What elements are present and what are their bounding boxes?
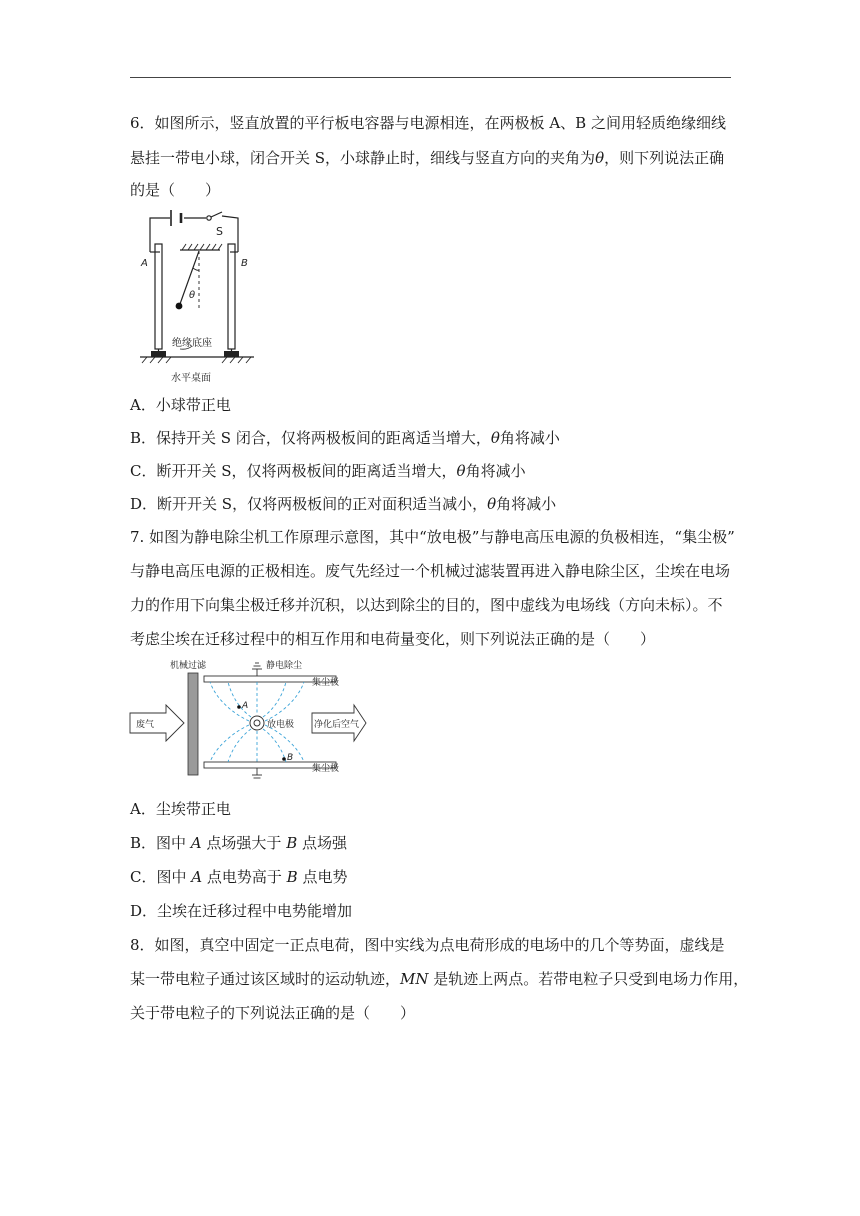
option-c-text-end: 角将减小 bbox=[465, 462, 526, 480]
q8-stem-line-1: 8．如图，真空中固定一正点电荷，图中实线为点电荷形成的电场中的几个等势面，虚线是 bbox=[130, 936, 725, 954]
option-text: C．图中 bbox=[130, 868, 192, 886]
option-b-text-end: 角将减小 bbox=[499, 429, 560, 447]
q6-stem-text: 悬挂一带电小球，闭合开关 S，小球静止时，细线与竖直方向的夹角为 bbox=[130, 149, 596, 167]
q7-option-c bbox=[130, 867, 347, 887]
theta-symbol: θ bbox=[456, 462, 466, 480]
point-b-label: B bbox=[287, 753, 294, 763]
option-text: 点场强 bbox=[297, 834, 347, 852]
discharge-electrode-label: 放电极 bbox=[267, 720, 295, 730]
q7-stem-line-1: 7. 如图为静电除尘机工作原理示意图，其中“放电极”与静电高压电源的负极相连，“集尘极” bbox=[130, 528, 735, 546]
mn-symbol: MN bbox=[400, 970, 429, 988]
charged-ball bbox=[176, 303, 183, 310]
theta-symbol: θ bbox=[487, 495, 497, 513]
q6-stem-line-2 bbox=[130, 148, 724, 168]
option-text: B．图中 bbox=[130, 834, 191, 852]
point-a-label: A bbox=[242, 701, 249, 711]
option-text: 点场强大于 bbox=[201, 834, 287, 852]
q6-stem-line-3: 的是（ ） bbox=[130, 181, 221, 199]
point-a-ref: A bbox=[190, 834, 202, 852]
collector-top-label: 集尘极 bbox=[312, 678, 340, 688]
option-c-text: C．断开开关 S，仅将两极板间的距离适当增大， bbox=[130, 462, 457, 480]
option-d-text-end: 角将减小 bbox=[496, 495, 557, 513]
plate-b-label: B bbox=[241, 258, 248, 269]
q6-stem-text-end: ，则下列说法正确 bbox=[604, 149, 725, 167]
q6-option-c bbox=[130, 461, 526, 481]
point-b-dot bbox=[282, 757, 286, 761]
filter-label: 机械过滤 bbox=[170, 661, 207, 671]
q7-stem-line-4: 考虑尘埃在迁移过程中的相互作用和电荷量变化，则下列说法正确的是（ ） bbox=[130, 630, 656, 648]
angle-theta-label: θ bbox=[189, 290, 196, 301]
option-text: 点电势高于 bbox=[202, 868, 287, 886]
q7-option-b bbox=[130, 833, 347, 853]
collector-bottom-label: 集尘极 bbox=[312, 764, 340, 774]
theta-symbol: θ bbox=[595, 149, 605, 167]
inlet-label: 废气 bbox=[136, 720, 155, 730]
point-b-ref: B bbox=[286, 868, 298, 886]
theta-symbol: θ bbox=[490, 429, 500, 447]
option-b-text: B．保持开关 S 闭合，仅将两极板间的距离适当增大， bbox=[130, 429, 491, 447]
q8-stem-line-2 bbox=[130, 969, 748, 989]
header-rule bbox=[130, 77, 731, 78]
q8-stem-text: 某一带电粒子通过该区域时的运动轨迹， bbox=[130, 970, 401, 988]
q6-stem-line-1: 6．如图所示，竖直放置的平行板电容器与电源相连，在两极板 A、B 之间用轻质绝缘细线 bbox=[130, 114, 726, 132]
q8-stem-text-end: 是轨迹上两点。若带电粒子只受到电场力作用， bbox=[428, 970, 749, 988]
q7-option-a: A．尘埃带正电 bbox=[130, 800, 231, 818]
switch-label: S bbox=[216, 225, 223, 238]
q6-option-a: A．小球带正电 bbox=[130, 396, 231, 414]
q7-stem-line-2: 与静电高压电源的正极相连。废气先经过一个机械过滤装置再进入静电除尘区，尘埃在电场 bbox=[130, 562, 731, 580]
q8-stem-line-3: 关于带电粒子的下列说法正确的是（ ） bbox=[130, 1004, 416, 1022]
q7-dust-removal-figure bbox=[128, 655, 368, 780]
option-d-text: D．断开开关 S，仅将两极板间的正对面积适当减小， bbox=[130, 495, 488, 513]
q6-option-d bbox=[130, 494, 556, 514]
option-text: 点电势 bbox=[297, 868, 348, 886]
point-a-dot bbox=[237, 705, 241, 709]
outlet-label: 净化后空气 bbox=[314, 720, 360, 730]
insulating-base-label: 绝缘底座 bbox=[172, 338, 212, 349]
q7-stem-line-3: 力的作用下向集尘极迁移并沉积，以达到除尘的目的，图中虚线为电场线（方向未标）。不 bbox=[130, 596, 723, 614]
q6-option-b bbox=[130, 428, 560, 448]
plate-a-label: A bbox=[141, 258, 148, 269]
q6-capacitor-figure bbox=[138, 204, 270, 386]
q7-option-d: D．尘埃在迁移过程中电势能增加 bbox=[130, 902, 353, 920]
table-label: 水平桌面 bbox=[171, 373, 211, 384]
point-b-ref: B bbox=[286, 834, 298, 852]
point-a-ref: A bbox=[191, 868, 203, 886]
zone-label: 静电除尘 bbox=[266, 661, 303, 671]
